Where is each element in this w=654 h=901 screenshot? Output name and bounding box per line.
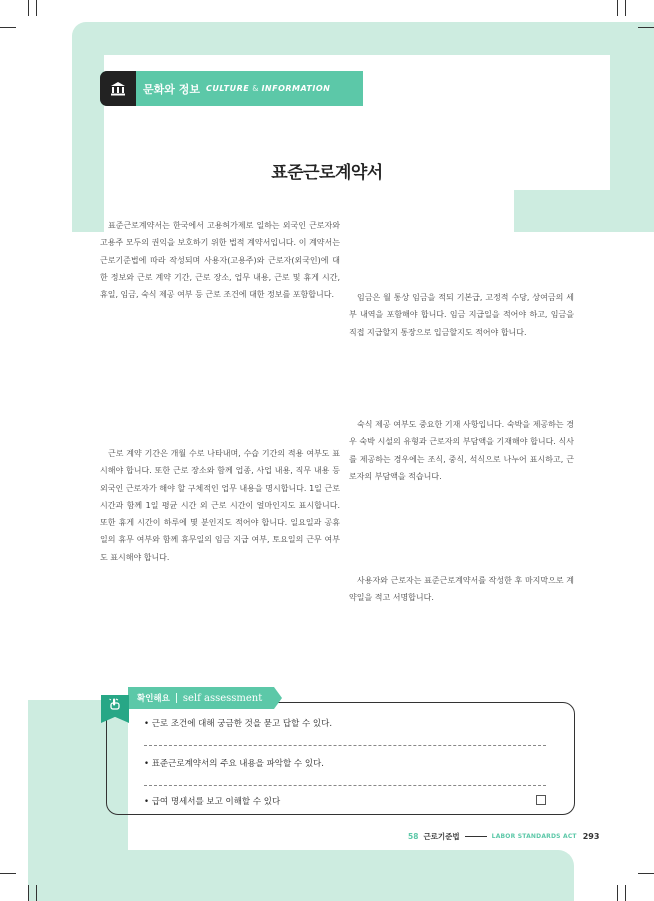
crop-mark <box>617 0 618 16</box>
ribbon-divider <box>176 693 177 703</box>
paragraph-contract-period: 근로 계약 기간은 개월 수로 나타내며, 수습 기간의 적용 여부도 표시해야 합니다. 또한 근로 장소와 함께 업종, 사업 내용, 직무 내용 등 외국인 근로자가 해야 할 구체적인 업무 내용을 명시합니다. 1일 근로 시간과 함께 1일 평균 시간 외 근로 시간이 얼마인지도 표시합니다. 또한 휴게 시간이 하루에 몇 분인지도 적어야 합니다. 일요일과 공휴일의 휴무 여부와 함께 휴무일의 임금 지급 여부, 토요일의 근무 여부도 표시해야 합니다. <box>100 449 340 562</box>
self-assessment-label-english: self assessment <box>182 692 263 704</box>
page-number-left: 58 <box>408 832 419 841</box>
ribbon-tail <box>274 687 282 709</box>
dashed-divider <box>144 745 546 746</box>
section-title-korean: 문화와 정보 <box>143 82 200 96</box>
self-assessment-label-korean: 확인해요 <box>137 694 170 704</box>
crop-mark <box>0 873 16 874</box>
page-title: 표준근로계약서 <box>271 163 383 183</box>
page-number-right: 293 <box>582 832 600 841</box>
book-title-english: LABOR STANDARDS ACT <box>491 833 577 840</box>
page-footer <box>408 831 599 842</box>
mint-background-bottom <box>28 850 574 901</box>
section-header <box>100 71 363 106</box>
crop-mark <box>625 885 626 901</box>
crop-mark <box>638 873 654 874</box>
section-title-english-2: INFORMATION <box>261 84 331 93</box>
crop-mark <box>617 885 618 901</box>
assessment-checkbox[interactable] <box>536 795 546 805</box>
section-title-english-1: CULTURE <box>205 84 250 93</box>
crop-mark <box>28 885 29 901</box>
crop-mark <box>625 0 626 16</box>
assessment-item: • 급여 명세서를 보고 이해할 수 있다 <box>144 797 281 807</box>
dashed-divider <box>144 785 546 786</box>
content-panel <box>104 55 514 735</box>
paragraph-signing: 사용자와 근로자는 표준근로계약서를 작성한 후 마지막으로 계약일을 적고 서명합니다. <box>349 576 574 603</box>
paragraph-wages: 임금은 월 통상 임금을 적되 기본급, 고정적 수당, 상여금의 세부 내역을 포함해야 합니다. 임금 지급일을 적어야 하고, 임금을 직접 지급할지 통장으로 입금할지도 적어야 합니다. <box>349 293 574 337</box>
section-title-ampersand: & <box>252 84 259 93</box>
crop-mark <box>638 27 654 28</box>
crop-mark <box>28 0 29 16</box>
crop-mark <box>36 885 37 901</box>
assessment-item: • 근로 조건에 대해 궁금한 것을 묻고 답할 수 있다. <box>144 719 333 729</box>
self-assessment-ribbon <box>128 687 274 709</box>
building-columns-icon <box>100 71 136 106</box>
book-title-korean: 근로기준법 <box>423 832 460 841</box>
crop-mark <box>36 0 37 16</box>
assessment-item: • 표준근로계약서의 주요 내용을 파악할 수 있다. <box>144 759 324 769</box>
paragraph-lodging: 숙식 제공 여부도 중요한 기재 사항입니다. 숙박을 제공하는 경우 숙박 시설의 유형과 근로자의 부담액을 기재해야 합니다. 식사를 제공하는 경우에는 조식, 중식, 석식으로 나누어 표시하고, 근로자의 부담액을 적습니다. <box>349 420 574 481</box>
paragraph-intro: 표준근로계약서는 한국에서 고용허가제로 일하는 외국인 근로자와 고용주 모두의 권익을 보호하기 위한 법적 계약서입니다. 이 계약서는 근로기준법에 따라 작성되며 사용자(고용주)와 근로자(외국인)에 대한 정보와 근로 계약 기간, 근로 장소, 업무 내용, 근로 및 휴게 시간, 휴일, 임금, 숙식 제공 여부 등 근로 조건에 대한 정보를 포함합니다. <box>100 221 340 300</box>
footer-rule <box>465 836 487 837</box>
crop-mark <box>0 27 16 28</box>
